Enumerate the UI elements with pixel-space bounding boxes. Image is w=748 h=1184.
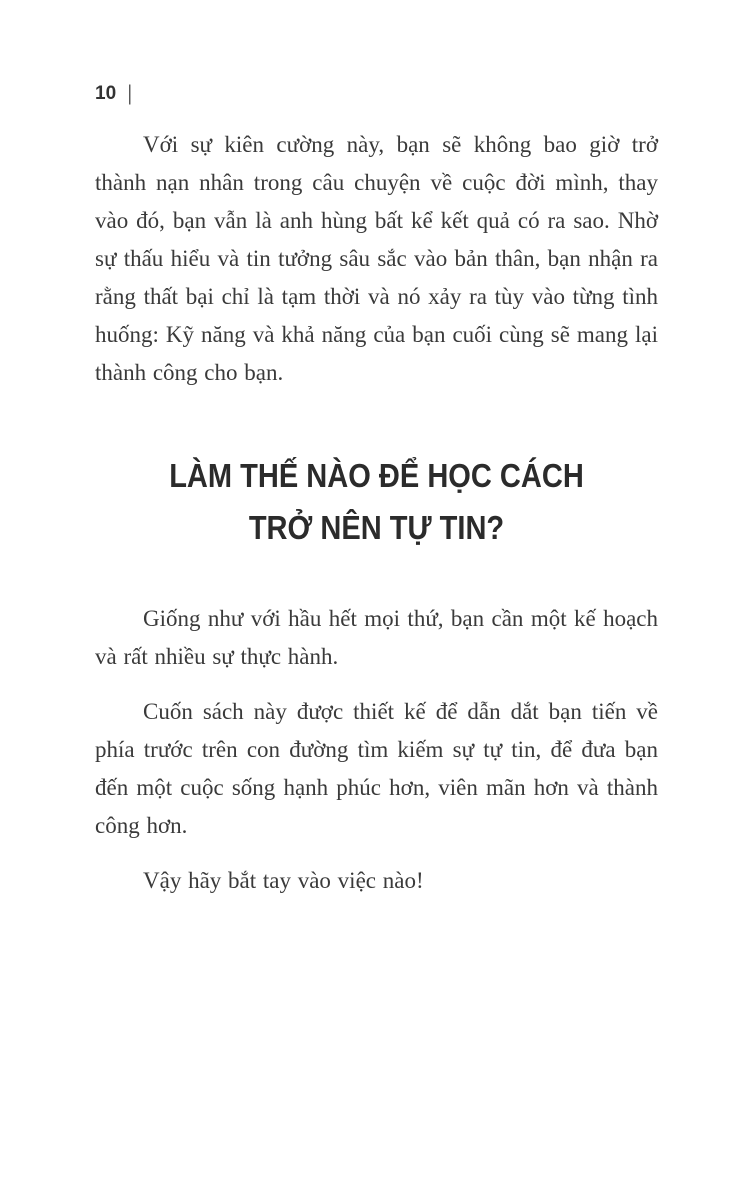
- paragraph-2: Giống như với hầu hết mọi thứ, bạn cần một kế hoạch và rất nhiều sự thực hành.: [95, 606, 658, 669]
- page-number-divider: |: [127, 82, 132, 105]
- section-heading: [129, 450, 624, 554]
- paragraph-4: Vậy hãy bắt tay vào việc nào!: [143, 868, 424, 893]
- heading-line-2: TRỞ NÊN TỰ TIN?: [248, 509, 505, 546]
- page-number: 10: [95, 83, 117, 104]
- heading-line-1: LÀM THẾ NÀO ĐỂ HỌC CÁCH: [169, 457, 584, 494]
- paragraph-1: Với sự kiên cường này, bạn sẽ không bao giờ trở thành nạn nhân trong câu chuyện về cuộc đời mình, thay vào đó, bạn vẫn là anh hùng bất kể kết quả có ra sao. Nhờ sự thấu hiểu và tin tưởng sâu sắc vào bản thân, bạn nhận ra rằng thất bại chỉ là tạm thời và nó xảy ra tùy vào từng tình huống: Kỹ năng và khả năng của bạn cuối cùng sẽ mang lại thành công cho bạn.: [95, 132, 658, 385]
- paragraph-3: Cuốn sách này được thiết kế để dẫn dắt bạn tiến về phía trước trên con đường tìm kiếm sự tự tin, để đưa bạn đến một cuộc sống hạnh phúc hơn, viên mãn hơn và thành công hơn.: [95, 699, 658, 838]
